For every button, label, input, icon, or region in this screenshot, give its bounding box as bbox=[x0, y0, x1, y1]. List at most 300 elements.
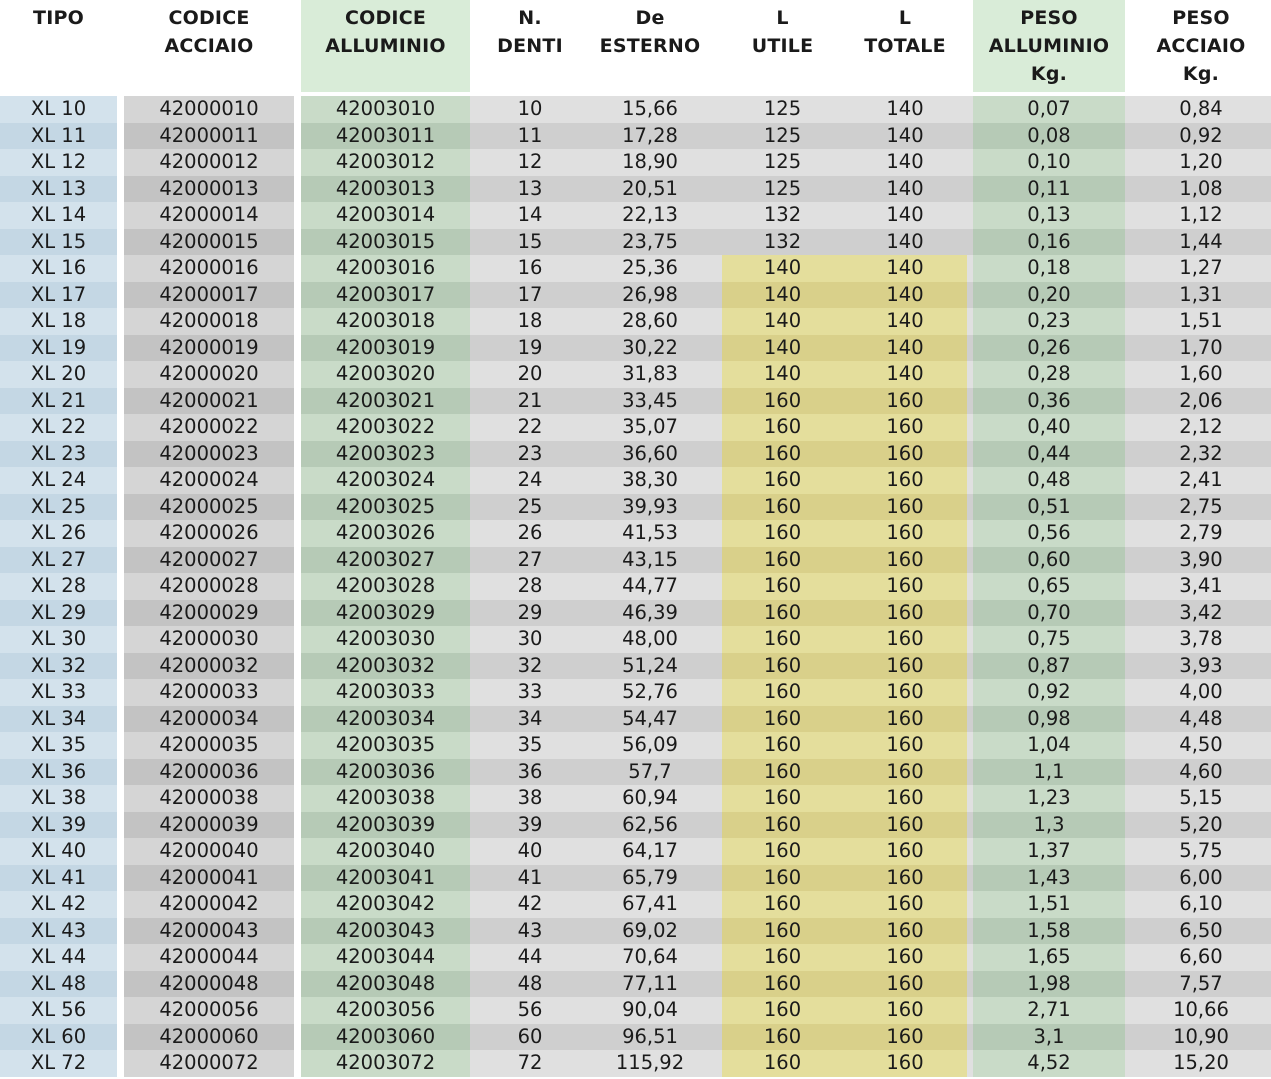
cell-peso-alluminio: 0,13 bbox=[1027, 203, 1071, 226]
cell-codice-acciaio: 42000042 bbox=[159, 892, 259, 915]
cell-peso-alluminio: 0,07 bbox=[1027, 97, 1071, 120]
cell-codice-alluminio: 42003056 bbox=[335, 998, 436, 1021]
header-l-utile bbox=[722, 0, 843, 60]
cell-codice-acciaio: 42000020 bbox=[159, 362, 259, 385]
cell-l-totale: 140 bbox=[886, 362, 924, 385]
cell-peso-alluminio: 0,87 bbox=[1027, 653, 1071, 677]
cell-peso-alluminio: 0,70 bbox=[1027, 600, 1071, 624]
cell-de-esterno: 23,75 bbox=[622, 229, 678, 253]
cell-peso-alluminio: 1,23 bbox=[1027, 786, 1071, 809]
cell-l-utile: 160 bbox=[763, 521, 802, 544]
cell-codice-acciaio: 42000016 bbox=[159, 256, 259, 279]
cell-peso-alluminio: 0,51 bbox=[1027, 494, 1071, 518]
header-de-esterno bbox=[590, 0, 710, 60]
cell-l-totale: 160 bbox=[886, 494, 924, 518]
cell-tipo: XL 20 bbox=[30, 362, 87, 385]
cell-n-denti: 15 bbox=[517, 229, 543, 253]
cell-de-esterno: 96,51 bbox=[622, 1024, 678, 1048]
cell-l-totale: 160 bbox=[886, 574, 924, 597]
cell-n-denti: 36 bbox=[517, 759, 543, 783]
header-line: ACCIAIO bbox=[164, 35, 254, 57]
header-codice-alluminio bbox=[301, 0, 470, 60]
cell-tipo: XL 39 bbox=[30, 812, 87, 836]
cell-codice-alluminio: 42003023 bbox=[335, 441, 436, 465]
cell-n-denti: 39 bbox=[517, 812, 543, 836]
cell-codice-alluminio: 42003022 bbox=[335, 415, 436, 438]
cell-tipo: XL 18 bbox=[30, 309, 87, 332]
cell-l-totale: 140 bbox=[886, 123, 924, 147]
cell-n-denti: 32 bbox=[517, 653, 543, 677]
cell-codice-acciaio: 42000028 bbox=[159, 574, 259, 597]
header-line: N. bbox=[518, 7, 542, 29]
header-l-totale bbox=[843, 0, 967, 60]
cell-peso-acciaio: 0,84 bbox=[1179, 97, 1223, 120]
cell-codice-acciaio: 42000021 bbox=[159, 388, 259, 412]
cell-peso-alluminio: 4,52 bbox=[1027, 1051, 1071, 1074]
cell-peso-acciaio: 2,12 bbox=[1179, 415, 1223, 438]
cell-codice-acciaio: 42000014 bbox=[159, 203, 259, 226]
cell-codice-acciaio: 42000023 bbox=[159, 441, 259, 465]
cell-l-totale: 160 bbox=[886, 839, 924, 862]
cell-peso-alluminio: 0,26 bbox=[1027, 335, 1071, 359]
header-line: L bbox=[898, 7, 912, 29]
cell-peso-acciaio: 6,10 bbox=[1179, 892, 1223, 915]
cell-tipo: XL 40 bbox=[30, 839, 87, 862]
cell-codice-acciaio: 42000032 bbox=[159, 653, 259, 677]
cell-peso-alluminio: 3,1 bbox=[1033, 1024, 1065, 1048]
cell-de-esterno: 26,98 bbox=[622, 282, 678, 306]
cell-peso-alluminio: 1,1 bbox=[1033, 759, 1065, 783]
cell-peso-acciaio: 1,12 bbox=[1179, 203, 1223, 226]
cell-n-denti: 16 bbox=[517, 256, 543, 279]
header-line: TOTALE bbox=[864, 35, 946, 57]
cell-codice-alluminio: 42003033 bbox=[335, 680, 436, 703]
cell-n-denti: 40 bbox=[517, 839, 543, 862]
cell-tipo: XL 42 bbox=[30, 892, 87, 915]
cell-l-totale: 160 bbox=[886, 706, 924, 730]
cell-codice-alluminio: 42003011 bbox=[335, 123, 436, 147]
cell-l-utile: 125 bbox=[763, 97, 802, 120]
header-line: DENTI bbox=[497, 35, 563, 57]
cell-n-denti: 34 bbox=[517, 706, 543, 730]
cell-n-denti: 33 bbox=[517, 680, 543, 703]
cell-peso-alluminio: 1,04 bbox=[1027, 733, 1071, 756]
cell-codice-alluminio: 42003012 bbox=[335, 150, 436, 173]
cell-l-totale: 140 bbox=[886, 309, 924, 332]
cell-codice-acciaio: 42000044 bbox=[159, 945, 259, 968]
cell-peso-acciaio: 6,60 bbox=[1179, 945, 1223, 968]
cell-codice-alluminio: 42003025 bbox=[335, 494, 436, 518]
cell-tipo: XL 30 bbox=[30, 627, 87, 650]
cell-peso-alluminio: 0,44 bbox=[1027, 441, 1071, 465]
header-peso-alluminio bbox=[973, 0, 1125, 88]
cell-de-esterno: 77,11 bbox=[622, 971, 678, 995]
cell-peso-acciaio: 1,31 bbox=[1179, 282, 1223, 306]
cell-l-totale: 160 bbox=[886, 653, 924, 677]
cell-tipo: XL 12 bbox=[30, 150, 87, 173]
cell-peso-acciaio: 4,60 bbox=[1179, 759, 1223, 783]
cell-codice-alluminio: 42003013 bbox=[335, 176, 436, 200]
cell-l-utile: 160 bbox=[763, 627, 802, 650]
cell-de-esterno: 65,79 bbox=[622, 865, 678, 889]
cell-codice-acciaio: 42000039 bbox=[159, 812, 259, 836]
cell-n-denti: 60 bbox=[517, 1024, 543, 1048]
cell-l-utile: 140 bbox=[763, 256, 802, 279]
cell-n-denti: 38 bbox=[517, 786, 543, 809]
cell-n-denti: 44 bbox=[517, 945, 543, 968]
cell-codice-alluminio: 42003021 bbox=[335, 388, 436, 412]
cell-n-denti: 43 bbox=[517, 918, 543, 942]
cell-tipo: XL 15 bbox=[30, 229, 87, 253]
cell-codice-acciaio: 42000027 bbox=[159, 547, 259, 571]
cell-de-esterno: 33,45 bbox=[622, 388, 678, 412]
cell-peso-acciaio: 3,42 bbox=[1179, 600, 1223, 624]
cell-codice-alluminio: 42003030 bbox=[335, 627, 436, 650]
cell-n-denti: 30 bbox=[517, 627, 543, 650]
cell-tipo: XL 16 bbox=[30, 256, 87, 279]
cell-n-denti: 25 bbox=[517, 494, 543, 518]
cell-codice-alluminio: 42003072 bbox=[335, 1051, 436, 1074]
cell-l-utile: 160 bbox=[763, 1051, 802, 1074]
cell-codice-alluminio: 42003026 bbox=[335, 521, 436, 544]
cell-peso-acciaio: 1,08 bbox=[1179, 176, 1223, 200]
cell-de-esterno: 56,09 bbox=[622, 733, 678, 756]
cell-codice-acciaio: 42000036 bbox=[159, 759, 259, 783]
cell-codice-alluminio: 42003020 bbox=[335, 362, 436, 385]
cell-peso-acciaio: 4,00 bbox=[1179, 680, 1223, 703]
header-line: Kg. bbox=[1182, 63, 1220, 85]
cell-n-denti: 35 bbox=[517, 733, 543, 756]
cell-tipo: XL 34 bbox=[30, 706, 87, 730]
header-line: CODICE bbox=[168, 7, 250, 29]
cell-peso-acciaio: 1,20 bbox=[1179, 150, 1223, 173]
cell-de-esterno: 70,64 bbox=[622, 945, 678, 968]
cell-l-utile: 140 bbox=[763, 335, 802, 359]
cell-peso-acciaio: 5,15 bbox=[1179, 786, 1223, 809]
header-peso-acciaio bbox=[1131, 0, 1271, 88]
cell-peso-acciaio: 15,20 bbox=[1173, 1051, 1229, 1074]
cell-l-utile: 160 bbox=[763, 494, 802, 518]
cell-tipo: XL 24 bbox=[30, 468, 87, 491]
cell-l-utile: 125 bbox=[763, 150, 802, 173]
cell-peso-alluminio: 0,08 bbox=[1027, 123, 1071, 147]
cell-n-denti: 26 bbox=[517, 521, 543, 544]
cell-de-esterno: 22,13 bbox=[622, 203, 678, 226]
cell-l-utile: 160 bbox=[763, 653, 802, 677]
cell-n-denti: 41 bbox=[517, 865, 543, 889]
cell-l-utile: 160 bbox=[763, 415, 802, 438]
cell-l-utile: 160 bbox=[763, 680, 802, 703]
cell-l-totale: 160 bbox=[886, 627, 924, 650]
cell-codice-alluminio: 42003036 bbox=[335, 759, 436, 783]
cell-l-totale: 160 bbox=[886, 468, 924, 491]
cell-tipo: XL 17 bbox=[30, 282, 87, 306]
header-line: L bbox=[776, 7, 789, 29]
cell-de-esterno: 36,60 bbox=[622, 441, 678, 465]
cell-codice-alluminio: 42003040 bbox=[335, 839, 436, 862]
cell-l-totale: 140 bbox=[886, 150, 924, 173]
header-line: PESO bbox=[1172, 7, 1230, 29]
cell-codice-acciaio: 42000041 bbox=[159, 865, 259, 889]
cell-n-denti: 28 bbox=[517, 574, 543, 597]
cell-de-esterno: 28,60 bbox=[622, 309, 678, 332]
cell-codice-alluminio: 42003041 bbox=[335, 865, 436, 889]
cell-peso-acciaio: 0,92 bbox=[1179, 123, 1223, 147]
cell-peso-acciaio: 1,51 bbox=[1179, 309, 1223, 332]
cell-tipo: XL 41 bbox=[30, 865, 87, 889]
cell-l-totale: 160 bbox=[886, 441, 924, 465]
cell-peso-acciaio: 2,75 bbox=[1179, 494, 1223, 518]
cell-l-totale: 160 bbox=[886, 865, 924, 889]
cell-l-totale: 160 bbox=[886, 918, 924, 942]
cell-de-esterno: 41,53 bbox=[622, 521, 678, 544]
cell-l-utile: 160 bbox=[763, 892, 802, 915]
cell-peso-acciaio: 3,78 bbox=[1179, 627, 1223, 650]
cell-n-denti: 20 bbox=[517, 362, 543, 385]
cell-codice-alluminio: 42003015 bbox=[335, 229, 436, 253]
cell-tipo: XL 60 bbox=[30, 1024, 87, 1048]
cell-l-utile: 160 bbox=[763, 733, 802, 756]
cell-l-totale: 160 bbox=[886, 998, 924, 1021]
cell-peso-acciaio: 2,32 bbox=[1179, 441, 1223, 465]
cell-codice-acciaio: 42000026 bbox=[159, 521, 259, 544]
cell-de-esterno: 30,22 bbox=[622, 335, 678, 359]
cell-codice-alluminio: 42003044 bbox=[335, 945, 436, 968]
cell-l-totale: 160 bbox=[886, 945, 924, 968]
cell-n-denti: 22 bbox=[517, 415, 543, 438]
cell-de-esterno: 25,36 bbox=[622, 256, 678, 279]
cell-codice-alluminio: 42003048 bbox=[335, 971, 436, 995]
cell-tipo: XL 27 bbox=[30, 547, 87, 571]
cell-peso-alluminio: 1,65 bbox=[1027, 945, 1071, 968]
cell-l-totale: 140 bbox=[886, 176, 924, 200]
cell-peso-alluminio: 0,20 bbox=[1027, 282, 1071, 306]
cell-l-utile: 160 bbox=[763, 706, 802, 730]
cell-peso-acciaio: 6,00 bbox=[1179, 865, 1223, 889]
cell-de-esterno: 52,76 bbox=[622, 680, 678, 703]
cell-peso-acciaio: 2,41 bbox=[1179, 468, 1223, 491]
cell-peso-acciaio: 3,41 bbox=[1179, 574, 1223, 597]
cell-de-esterno: 69,02 bbox=[622, 918, 678, 942]
cell-l-totale: 140 bbox=[886, 256, 924, 279]
cell-codice-acciaio: 42000019 bbox=[159, 335, 259, 359]
cell-tipo: XL 29 bbox=[30, 600, 87, 624]
cell-peso-acciaio: 1,44 bbox=[1179, 229, 1223, 253]
cell-peso-alluminio: 1,51 bbox=[1027, 892, 1071, 915]
cell-tipo: XL 14 bbox=[30, 203, 87, 226]
cell-tipo: XL 72 bbox=[30, 1051, 87, 1074]
cell-de-esterno: 39,93 bbox=[622, 494, 678, 518]
cell-l-utile: 125 bbox=[763, 123, 802, 147]
cell-de-esterno: 46,39 bbox=[622, 600, 678, 624]
cell-de-esterno: 115,92 bbox=[615, 1051, 685, 1074]
cell-codice-alluminio: 42003027 bbox=[335, 547, 436, 571]
cell-l-utile: 140 bbox=[763, 282, 802, 306]
cell-tipo: XL 35 bbox=[30, 733, 87, 756]
cell-l-totale: 160 bbox=[886, 733, 924, 756]
header-tipo bbox=[0, 0, 117, 32]
cell-codice-alluminio: 42003010 bbox=[335, 97, 436, 120]
cell-codice-alluminio: 42003032 bbox=[335, 653, 436, 677]
cell-peso-alluminio: 0,48 bbox=[1027, 468, 1071, 491]
cell-codice-alluminio: 42003039 bbox=[335, 812, 436, 836]
cell-n-denti: 48 bbox=[517, 971, 543, 995]
cell-codice-acciaio: 42000048 bbox=[159, 971, 259, 995]
cell-peso-alluminio: 0,65 bbox=[1027, 574, 1071, 597]
cell-l-utile: 140 bbox=[763, 309, 802, 332]
cell-peso-acciaio: 2,06 bbox=[1179, 388, 1223, 412]
cell-de-esterno: 38,30 bbox=[622, 468, 678, 491]
cell-codice-acciaio: 42000034 bbox=[159, 706, 259, 730]
cell-l-utile: 125 bbox=[763, 176, 802, 200]
cell-tipo: XL 22 bbox=[30, 415, 87, 438]
cell-de-esterno: 48,00 bbox=[622, 627, 678, 650]
cell-peso-alluminio: 0,10 bbox=[1027, 150, 1071, 173]
cell-l-utile: 160 bbox=[763, 812, 802, 836]
cell-l-totale: 140 bbox=[886, 282, 924, 306]
cell-codice-acciaio: 42000030 bbox=[159, 627, 259, 650]
cell-l-utile: 160 bbox=[763, 839, 802, 862]
header-line: ALLUMINIO bbox=[988, 35, 1110, 57]
cell-codice-alluminio: 42003060 bbox=[335, 1024, 436, 1048]
cell-peso-acciaio: 1,27 bbox=[1179, 256, 1223, 279]
cell-codice-acciaio: 42000040 bbox=[159, 839, 259, 862]
cell-codice-alluminio: 42003024 bbox=[335, 468, 436, 491]
cell-l-utile: 160 bbox=[763, 865, 802, 889]
cell-peso-alluminio: 0,92 bbox=[1027, 680, 1071, 703]
cell-l-totale: 140 bbox=[886, 229, 924, 253]
cell-de-esterno: 18,90 bbox=[622, 150, 678, 173]
cell-l-totale: 160 bbox=[886, 521, 924, 544]
cell-codice-acciaio: 42000072 bbox=[159, 1051, 259, 1074]
cell-tipo: XL 25 bbox=[30, 494, 87, 518]
cell-tipo: XL 33 bbox=[30, 680, 87, 703]
cell-tipo: XL 26 bbox=[30, 521, 87, 544]
cell-peso-alluminio: 0,16 bbox=[1027, 229, 1071, 253]
cell-peso-acciaio: 10,66 bbox=[1173, 998, 1229, 1021]
cell-de-esterno: 57,7 bbox=[628, 759, 672, 783]
cell-peso-alluminio: 0,75 bbox=[1027, 627, 1071, 650]
header-line: CODICE bbox=[344, 7, 427, 29]
cell-peso-alluminio: 0,60 bbox=[1027, 547, 1071, 571]
cell-peso-alluminio: 0,23 bbox=[1027, 309, 1071, 332]
cell-codice-acciaio: 42000035 bbox=[159, 733, 259, 756]
cell-l-totale: 140 bbox=[886, 97, 924, 120]
cell-l-utile: 160 bbox=[763, 468, 802, 491]
cell-n-denti: 18 bbox=[517, 309, 543, 332]
cell-l-totale: 160 bbox=[886, 812, 924, 836]
cell-de-esterno: 15,66 bbox=[622, 97, 678, 120]
cell-tipo: XL 19 bbox=[30, 335, 87, 359]
cell-l-totale: 160 bbox=[886, 1024, 924, 1048]
cell-peso-alluminio: 0,11 bbox=[1027, 176, 1071, 200]
cell-codice-acciaio: 42000038 bbox=[159, 786, 259, 809]
cell-codice-acciaio: 42000025 bbox=[159, 494, 259, 518]
cell-de-esterno: 31,83 bbox=[622, 362, 678, 385]
cell-codice-alluminio: 42003029 bbox=[335, 600, 436, 624]
cell-tipo: XL 44 bbox=[30, 945, 87, 968]
cell-l-totale: 140 bbox=[886, 335, 924, 359]
cell-peso-acciaio: 6,50 bbox=[1179, 918, 1223, 942]
cell-peso-acciaio: 3,93 bbox=[1179, 653, 1223, 677]
cell-n-denti: 14 bbox=[517, 203, 543, 226]
cell-codice-alluminio: 42003042 bbox=[335, 892, 436, 915]
cell-l-utile: 160 bbox=[763, 388, 802, 412]
cell-l-utile: 160 bbox=[763, 600, 802, 624]
cell-codice-acciaio: 42000022 bbox=[159, 415, 259, 438]
cell-codice-acciaio: 42000029 bbox=[159, 600, 259, 624]
cell-l-totale: 160 bbox=[886, 388, 924, 412]
cell-codice-alluminio: 42003014 bbox=[335, 203, 436, 226]
cell-l-totale: 160 bbox=[886, 680, 924, 703]
cell-l-totale: 160 bbox=[886, 759, 924, 783]
cell-n-denti: 29 bbox=[517, 600, 543, 624]
cell-l-totale: 160 bbox=[886, 971, 924, 995]
cell-peso-acciaio: 10,90 bbox=[1173, 1024, 1229, 1048]
cell-l-totale: 160 bbox=[886, 547, 924, 571]
cell-l-totale: 160 bbox=[886, 786, 924, 809]
cell-tipo: XL 48 bbox=[30, 971, 87, 995]
cell-l-utile: 132 bbox=[763, 203, 802, 226]
cell-de-esterno: 62,56 bbox=[622, 812, 678, 836]
header-line: De bbox=[635, 7, 665, 29]
cell-l-totale: 140 bbox=[886, 203, 924, 226]
cell-de-esterno: 60,94 bbox=[622, 786, 678, 809]
cell-l-utile: 160 bbox=[763, 1024, 802, 1048]
header-line: ACCIAIO bbox=[1156, 35, 1246, 57]
cell-l-utile: 160 bbox=[763, 998, 802, 1021]
header-line: TIPO bbox=[33, 7, 84, 29]
cell-codice-acciaio: 42000024 bbox=[159, 468, 259, 491]
cell-n-denti: 10 bbox=[517, 97, 543, 120]
cell-peso-acciaio: 7,57 bbox=[1179, 971, 1223, 995]
cell-peso-acciaio: 5,75 bbox=[1179, 839, 1223, 862]
cell-peso-alluminio: 0,98 bbox=[1027, 706, 1071, 730]
cell-peso-alluminio: 1,37 bbox=[1027, 839, 1071, 862]
cell-codice-acciaio: 42000017 bbox=[159, 282, 259, 306]
header-line: ALLUMINIO bbox=[325, 35, 446, 57]
cell-n-denti: 42 bbox=[517, 892, 543, 915]
cell-n-denti: 17 bbox=[517, 282, 543, 306]
cell-tipo: XL 56 bbox=[30, 998, 87, 1021]
cell-peso-alluminio: 0,18 bbox=[1027, 256, 1071, 279]
cell-codice-alluminio: 42003028 bbox=[335, 574, 436, 597]
cell-peso-acciaio: 4,48 bbox=[1179, 706, 1223, 730]
cell-n-denti: 27 bbox=[517, 547, 543, 571]
cell-n-denti: 23 bbox=[517, 441, 543, 465]
cell-l-totale: 160 bbox=[886, 600, 924, 624]
cell-peso-alluminio: 1,3 bbox=[1033, 812, 1065, 836]
cell-peso-acciaio: 3,90 bbox=[1179, 547, 1223, 571]
cell-codice-alluminio: 42003034 bbox=[335, 706, 436, 730]
cell-peso-alluminio: 0,36 bbox=[1027, 388, 1071, 412]
cell-l-totale: 160 bbox=[886, 415, 924, 438]
cell-de-esterno: 64,17 bbox=[622, 839, 678, 862]
cell-de-esterno: 43,15 bbox=[622, 547, 678, 571]
cell-codice-alluminio: 42003016 bbox=[335, 256, 436, 279]
cell-l-utile: 160 bbox=[763, 971, 802, 995]
cell-n-denti: 12 bbox=[517, 150, 543, 173]
cell-codice-acciaio: 42000010 bbox=[159, 97, 259, 120]
cell-de-esterno: 35,07 bbox=[622, 415, 678, 438]
cell-l-totale: 160 bbox=[886, 1051, 924, 1074]
cell-l-utile: 160 bbox=[763, 759, 802, 783]
cell-l-utile: 140 bbox=[763, 362, 802, 385]
cell-n-denti: 21 bbox=[517, 388, 543, 412]
cell-n-denti: 56 bbox=[517, 998, 543, 1021]
cell-de-esterno: 67,41 bbox=[622, 892, 678, 915]
cell-de-esterno: 90,04 bbox=[622, 998, 678, 1021]
